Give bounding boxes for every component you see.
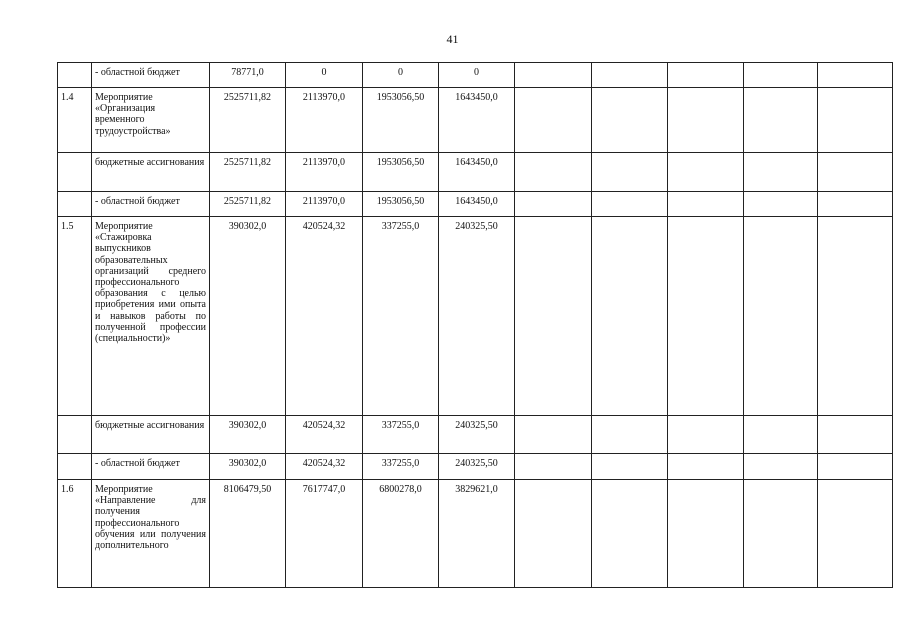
empty-cell <box>744 153 818 192</box>
value-cell: 1643450,0 <box>439 153 515 192</box>
value-cell: 1953056,50 <box>363 192 439 217</box>
value-cell: 240325,50 <box>439 454 515 480</box>
empty-cell <box>515 153 592 192</box>
empty-cell <box>818 480 893 588</box>
row-name: - областной бюджет <box>92 454 210 480</box>
empty-cell <box>668 416 744 454</box>
value-cell: 420524,32 <box>286 217 363 416</box>
empty-cell <box>592 480 668 588</box>
empty-cell <box>818 63 893 88</box>
empty-cell <box>744 454 818 480</box>
row-number: 1.4 <box>58 88 92 153</box>
value-cell: 337255,0 <box>363 217 439 416</box>
value-cell: 8106479,50 <box>210 480 286 588</box>
empty-cell <box>744 88 818 153</box>
value-cell: 7617747,0 <box>286 480 363 588</box>
value-cell: 2525711,82 <box>210 153 286 192</box>
empty-cell <box>668 480 744 588</box>
empty-cell <box>818 454 893 480</box>
value-cell: 3829621,0 <box>439 480 515 588</box>
page-number: 41 <box>446 32 459 46</box>
row-name: Мероприятие «Организация временного трудоустройства» <box>92 88 210 153</box>
empty-cell <box>818 153 893 192</box>
empty-cell <box>592 153 668 192</box>
value-cell: 1643450,0 <box>439 192 515 217</box>
table-row <box>58 88 893 153</box>
table-row <box>58 416 893 454</box>
row-name: бюджетные ассигнования <box>92 153 210 192</box>
row-number <box>58 153 92 192</box>
row-number: 1.6 <box>58 480 92 588</box>
value-cell: 1953056,50 <box>363 88 439 153</box>
empty-cell <box>818 217 893 416</box>
empty-cell <box>592 88 668 153</box>
table-row <box>58 454 893 480</box>
row-number: 1.5 <box>58 217 92 416</box>
value-cell: 78771,0 <box>210 63 286 88</box>
empty-cell <box>515 63 592 88</box>
row-name: - областной бюджет <box>92 63 210 88</box>
value-cell: 2525711,82 <box>210 88 286 153</box>
value-cell: 337255,0 <box>363 454 439 480</box>
empty-cell <box>592 192 668 217</box>
row-name: - областной бюджет <box>92 192 210 217</box>
value-cell: 0 <box>363 63 439 88</box>
empty-cell <box>668 192 744 217</box>
empty-cell <box>744 63 818 88</box>
empty-cell <box>592 63 668 88</box>
empty-cell <box>668 217 744 416</box>
value-cell: 337255,0 <box>363 416 439 454</box>
row-name: Мероприятие «Направление для получения профессионального обучения или получения дополнительного <box>92 480 210 588</box>
empty-cell <box>668 153 744 192</box>
empty-cell <box>818 88 893 153</box>
empty-cell <box>818 416 893 454</box>
value-cell: 420524,32 <box>286 416 363 454</box>
value-cell: 2113970,0 <box>286 88 363 153</box>
value-cell: 240325,50 <box>439 416 515 454</box>
value-cell: 0 <box>286 63 363 88</box>
budget-table <box>57 62 893 588</box>
row-number <box>58 63 92 88</box>
value-cell: 2113970,0 <box>286 153 363 192</box>
value-cell: 390302,0 <box>210 416 286 454</box>
value-cell: 0 <box>439 63 515 88</box>
empty-cell <box>744 416 818 454</box>
empty-cell <box>515 88 592 153</box>
value-cell: 1953056,50 <box>363 153 439 192</box>
value-cell: 2113970,0 <box>286 192 363 217</box>
empty-cell <box>744 217 818 416</box>
empty-cell <box>515 480 592 588</box>
table-row <box>58 192 893 217</box>
value-cell: 390302,0 <box>210 217 286 416</box>
table-row <box>58 480 893 588</box>
value-cell: 390302,0 <box>210 454 286 480</box>
row-number <box>58 454 92 480</box>
value-cell: 240325,50 <box>439 217 515 416</box>
value-cell: 6800278,0 <box>363 480 439 588</box>
value-cell: 1643450,0 <box>439 88 515 153</box>
empty-cell <box>515 217 592 416</box>
empty-cell <box>744 480 818 588</box>
empty-cell <box>668 63 744 88</box>
value-cell: 2525711,82 <box>210 192 286 217</box>
empty-cell <box>668 88 744 153</box>
row-name: Мероприятие «Стажировка выпускников образовательных организаций среднего профессионального образования с целью приобретения ими опыта и навыков работы по полученной профессии (специальности)» <box>92 217 210 416</box>
empty-cell <box>592 416 668 454</box>
empty-cell <box>515 454 592 480</box>
row-number <box>58 416 92 454</box>
table-row <box>58 63 893 88</box>
empty-cell <box>515 416 592 454</box>
row-name: бюджетные ассигнования <box>92 416 210 454</box>
empty-cell <box>592 217 668 416</box>
value-cell: 420524,32 <box>286 454 363 480</box>
table-row <box>58 153 893 192</box>
table-row <box>58 217 893 416</box>
empty-cell <box>818 192 893 217</box>
empty-cell <box>515 192 592 217</box>
empty-cell <box>668 454 744 480</box>
row-number <box>58 192 92 217</box>
empty-cell <box>592 454 668 480</box>
empty-cell <box>744 192 818 217</box>
